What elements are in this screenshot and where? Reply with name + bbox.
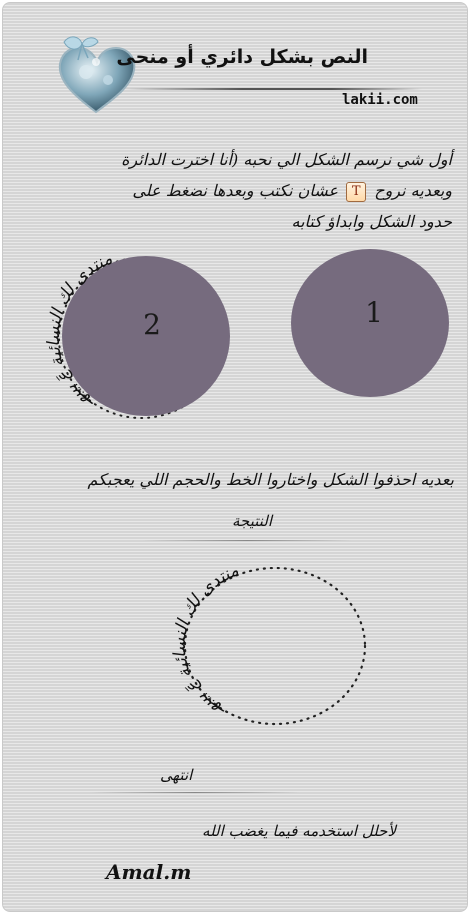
intro-line-2 (22, 175, 452, 206)
circle-one-label: 1 (365, 296, 383, 329)
result-circle-figure (170, 556, 380, 736)
result-curved-text (170, 560, 242, 723)
result-label: النتيجة (232, 512, 273, 530)
intro-line-3: حدود الشكل وابداؤ كتابه (291, 212, 452, 231)
intro-line-2-start: وبعديه نروح (374, 181, 452, 200)
tutorial-card (2, 2, 468, 912)
text-tool-icon: T (346, 182, 366, 202)
result-divider (142, 540, 352, 541)
result-curved-textpath: منتدى لك النسائية عَ بيبهـ (170, 560, 242, 724)
author-signature: Amal.m (106, 860, 192, 884)
intro-paragraph (22, 144, 452, 237)
intro-line-2-end: عشان نكتب وبعدها نضغط على (132, 181, 339, 200)
end-divider (90, 792, 300, 793)
circle-two-label: 2 (143, 308, 161, 341)
intro-line-1: أول شي نرسم الشكل الي نحبه (أنا اخترت الدائرة (121, 150, 452, 169)
heart-ornament-icon (52, 32, 142, 116)
circle-one-figure (288, 246, 452, 400)
instruction-text: بعديه احذفوا الشكل واختاروا الخط والحجم اللي يعجبكم (87, 470, 454, 489)
page-title: النص بشكل دائري أو منحى (116, 46, 368, 68)
warning-text: لأحلل استخدمه فيما يغضب الله (202, 822, 396, 840)
circle-two-figure (30, 238, 252, 438)
circle-two-curved-textpath: منتدى لك النسائية عَ بيبهـ (43, 248, 116, 416)
title-divider (122, 88, 422, 90)
end-label: انتهى (160, 766, 193, 784)
site-watermark: lakii.com (342, 92, 418, 108)
